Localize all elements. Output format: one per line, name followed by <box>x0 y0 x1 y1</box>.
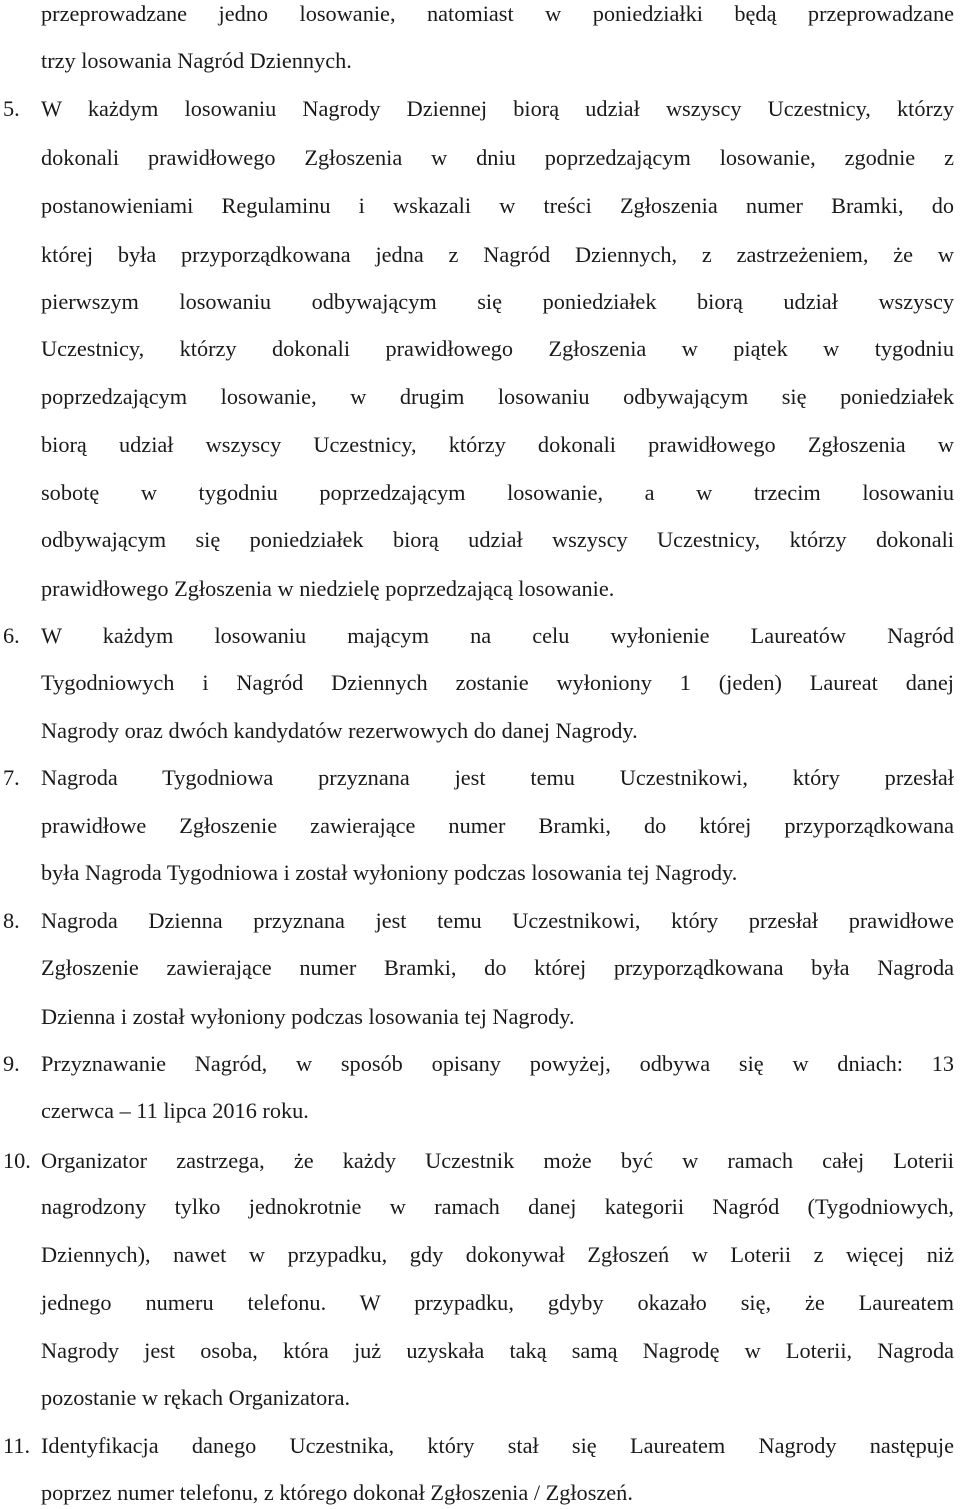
list-number: 9. <box>3 1051 20 1076</box>
text-line: jednego numeru telefonu. W przypadku, gdyby okazało się, że Laureatem <box>41 1290 954 1315</box>
text-line: Zgłoszenie zawierające numer Bramki, do której przyporządkowana była Nagroda <box>41 955 954 980</box>
text-line: przeprowadzane jedno losowanie, natomiast w poniedziałki będą przeprowadzane <box>41 1 954 26</box>
text-line: W każdym losowaniu Nagrody Dziennej biorą udział wszyscy Uczestnicy, którzy <box>41 96 954 121</box>
text-line: odbywającym się poniedziałek biorą udział wszyscy Uczestnicy, którzy dokonali <box>41 527 954 552</box>
text-line: W każdym losowaniu mającym na celu wyłonienie Laureatów Nagród <box>41 623 954 648</box>
text-line: Organizator zastrzega, że każdy Uczestnik może być w ramach całej Loterii <box>41 1148 954 1173</box>
text-line: Uczestnicy, którzy dokonali prawidłowego Zgłoszenia w piątek w tygodniu <box>41 336 954 361</box>
text-line: prawidłowe Zgłoszenie zawierające numer Bramki, do której przyporządkowana <box>41 813 954 838</box>
text-line: czerwca – 11 lipca 2016 roku. <box>41 1098 309 1123</box>
list-number: 11. <box>3 1433 31 1458</box>
text-line: Nagrody jest osoba, która już uzyskała taką samą Nagrodę w Loterii, Nagroda <box>41 1338 954 1363</box>
text-line: dokonali prawidłowego Zgłoszenia w dniu poprzedzającym losowanie, zgodnie z <box>41 145 954 170</box>
text-line: Dzienna i został wyłoniony podczas losowania tej Nagrody. <box>41 1004 575 1029</box>
text-line: poprzedzającym losowanie, w drugim losowaniu odbywającym się poniedziałek <box>41 384 954 409</box>
text-line: pozostanie w rękach Organizatora. <box>41 1385 351 1410</box>
text-line: nagrodzony tylko jednokrotnie w ramach danej kategorii Nagród (Tygodniowych, <box>41 1194 954 1219</box>
text-line: Tygodniowych i Nagród Dziennych zostanie wyłoniony 1 (jeden) Laureat danej <box>41 670 954 695</box>
text-line: Nagrody oraz dwóch kandydatów rezerwowych do danej Nagrody. <box>41 718 638 743</box>
text-line: pierwszym losowaniu odbywającym się poniedziałek biorą udział wszyscy <box>41 289 954 314</box>
text-line: prawidłowego Zgłoszenia w niedzielę poprzedzającą losowanie. <box>41 576 615 601</box>
list-number: 7. <box>3 765 20 790</box>
text-line: biorą udział wszyscy Uczestnicy, którzy dokonali prawidłowego Zgłoszenia w <box>41 432 954 457</box>
text-line: Nagroda Tygodniowa przyznana jest temu Uczestnikowi, który przesłał <box>41 765 954 790</box>
text-line: Nagroda Dzienna przyznana jest temu Uczestnikowi, który przesłał prawidłowe <box>41 908 954 933</box>
text-line: której była przyporządkowana jedna z Nagród Dziennych, z zastrzeżeniem, że w <box>41 242 954 267</box>
text-line: Identyfikacja danego Uczestnika, który stał się Laureatem Nagrody następuje <box>41 1433 954 1458</box>
text-line: Przyznawanie Nagród, w sposób opisany powyżej, odbywa się w dniach: 13 <box>41 1051 954 1076</box>
list-number: 10. <box>3 1148 31 1173</box>
text-line: była Nagroda Tygodniowa i został wyłoniony podczas losowania tej Nagrody. <box>41 860 738 885</box>
list-number: 8. <box>3 908 20 933</box>
text-line: Dziennych), nawet w przypadku, gdy dokonywał Zgłoszeń w Loterii z więcej niż <box>41 1242 954 1267</box>
text-line: poprzez numer telefonu, z którego dokonał Zgłoszenia / Zgłoszeń. <box>41 1480 633 1505</box>
text-line: postanowieniami Regulaminu i wskazali w treści Zgłoszenia numer Bramki, do <box>41 193 954 218</box>
list-number: 6. <box>3 623 20 648</box>
text-line: sobotę w tygodniu poprzedzającym losowanie, a w trzecim losowaniu <box>41 480 954 505</box>
list-number: 5. <box>3 96 20 121</box>
text-line: trzy losowania Nagród Dziennych. <box>41 48 352 73</box>
